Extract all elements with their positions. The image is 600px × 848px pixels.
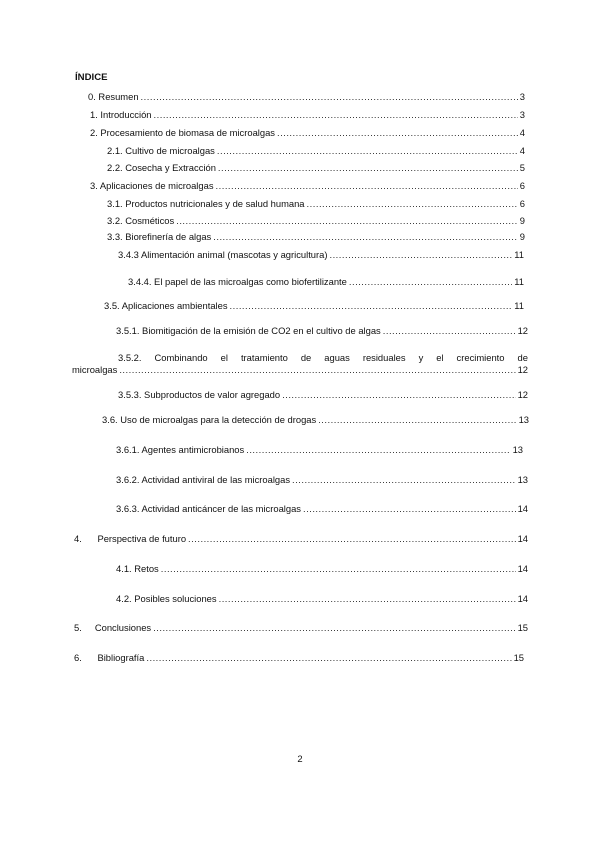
toc-entry-page: 12 (517, 389, 528, 400)
toc-entry[interactable] (74, 532, 528, 545)
toc-entry-label: 4.1. Retos (116, 563, 159, 574)
toc-entry-label: 2.2. Cosecha y Extracción (107, 162, 216, 173)
toc-entry-label: 2. Procesamiento de biomasa de microalgas (90, 127, 275, 138)
toc-entry[interactable] (116, 502, 528, 515)
toc-entry-label: 3.6. Uso de microalgas para la detección de drogas (102, 414, 317, 425)
toc-entry-page: 3 (519, 91, 525, 102)
leader-dots (282, 388, 515, 401)
toc-entry[interactable] (118, 388, 528, 401)
leader-dots (153, 621, 515, 634)
toc-entry[interactable] (116, 324, 528, 337)
toc-entry-label: 3.6.3. Actividad anticáncer de las microalgas (116, 503, 301, 514)
toc-entry-label: 1. Introducción (90, 109, 152, 120)
leader-dots (383, 324, 516, 337)
wrap-word: crecimiento (456, 352, 505, 363)
wrap-word: tratamiento (240, 352, 288, 363)
wrap-word: el (220, 352, 228, 363)
toc-entry-label: 3.6.1. Agentes antimicrobianos (116, 444, 245, 455)
leader-dots (218, 161, 518, 174)
toc-entry[interactable] (72, 363, 528, 376)
toc-entry-page: 11 (514, 249, 524, 260)
toc-entry-page: 11 (514, 300, 524, 311)
toc-entry-label: 3.1. Productos nutricionales y de salud humana (107, 198, 305, 209)
toc-entry[interactable] (88, 90, 525, 103)
toc-entry[interactable] (116, 443, 523, 456)
toc-entry[interactable] (90, 179, 525, 192)
toc-entry-page: 13 (518, 414, 529, 425)
toc-entry[interactable] (104, 299, 524, 312)
toc-entry-label: 3.5. Aplicaciones ambientales (104, 300, 228, 311)
leader-dots (213, 230, 518, 243)
toc-entry[interactable] (116, 473, 528, 486)
toc-entry-label: 3. Aplicaciones de microalgas (90, 180, 214, 191)
toc-entry[interactable] (118, 248, 524, 261)
toc-entry[interactable] (74, 621, 528, 634)
toc-entry-label: 6. Bibliografía (74, 652, 145, 663)
toc-entry-page: 9 (519, 215, 525, 226)
toc-entry-page: 12 (517, 364, 528, 375)
toc-entry[interactable] (102, 413, 529, 426)
toc-entry-page: 13 (512, 444, 523, 455)
toc-entry-label: 3.6.2. Actividad antiviral de las microalgas (116, 474, 291, 485)
leader-dots (219, 592, 516, 605)
toc-entry-page: 6 (519, 198, 525, 209)
leader-dots (292, 473, 516, 486)
toc-entry[interactable] (107, 214, 525, 227)
toc-entry-label: 0. Resumen (88, 91, 139, 102)
wrap-word: de (300, 352, 312, 363)
leader-dots (217, 144, 518, 157)
toc-entry[interactable] (116, 592, 528, 605)
leader-dots (230, 299, 513, 312)
toc-entry-label: microalgas (72, 364, 118, 375)
wrap-word: el (436, 352, 444, 363)
leader-dots (246, 443, 510, 456)
toc-entry-page: 15 (517, 622, 528, 633)
toc-entry-label: 3.4.3 Alimentación animal (mascotas y agricultura) (118, 249, 328, 260)
leader-dots (161, 562, 516, 575)
toc-entry-page: 9 (519, 231, 525, 242)
leader-dots (216, 179, 518, 192)
toc-entry[interactable] (107, 197, 525, 210)
toc-entry[interactable] (74, 651, 524, 664)
toc-entry-label: 4. Perspectiva de futuro (74, 533, 187, 544)
toc-entry-page: 14 (517, 593, 528, 604)
toc-entry[interactable] (107, 230, 525, 243)
toc-entry-label: 4.2. Posibles soluciones (116, 593, 217, 604)
toc-entry-page: 6 (519, 180, 525, 191)
toc-title: ÍNDICE (75, 72, 108, 83)
toc-entry-page: 15 (513, 652, 524, 663)
page-number: 2 (297, 753, 303, 764)
leader-dots (307, 197, 518, 210)
toc-entry-page: 5 (519, 162, 525, 173)
wrap-word: aguas (324, 352, 350, 363)
toc-entry-page: 14 (517, 503, 528, 514)
wrap-word: 3.5.2. (118, 352, 142, 363)
toc-entry-label: 3.3. Biorefinería de algas (107, 231, 212, 242)
toc-entry-label: 3.5.3. Subproductos de valor agregado (118, 389, 281, 400)
leader-dots (329, 248, 512, 261)
leader-dots (119, 363, 515, 376)
toc-entry-label: 3.4.4. El papel de las microalgas como biofertilizante (128, 276, 347, 287)
toc-entry-label: 3.5.1. Biomitigación de la emisión de CO2 en el cultivo de algas (116, 325, 381, 336)
leader-dots (349, 275, 512, 288)
leader-dots (146, 651, 511, 664)
toc-entry-page: 13 (517, 474, 528, 485)
toc-entry[interactable] (90, 126, 525, 139)
leader-dots (277, 126, 518, 139)
toc-entry-page: 4 (519, 127, 525, 138)
toc-entry-page: 14 (517, 533, 528, 544)
leader-dots (303, 502, 516, 515)
leader-dots (176, 214, 518, 227)
toc-entry[interactable] (107, 144, 525, 157)
wrap-word: de (517, 352, 528, 363)
toc-entry-page: 14 (517, 563, 528, 574)
leader-dots (318, 413, 516, 426)
toc-entry[interactable] (90, 108, 525, 121)
wrap-word: residuales (362, 352, 406, 363)
leader-dots (188, 532, 516, 545)
toc-entry-label: 2.1. Cultivo de microalgas (107, 145, 215, 156)
toc-entry-page: 12 (517, 325, 528, 336)
leader-dots (154, 108, 518, 121)
toc-entry-label: 5. Conclusiones (74, 622, 152, 633)
toc-entry[interactable] (128, 275, 524, 288)
wrap-word: Combinando (154, 352, 208, 363)
toc-entry[interactable] (116, 562, 528, 575)
toc-entry[interactable] (107, 161, 525, 174)
toc-entry-page: 4 (519, 145, 525, 156)
wrap-word: y (418, 352, 424, 363)
toc-entry-page: 11 (514, 276, 524, 287)
leader-dots (141, 90, 518, 103)
toc-entry-label: 3.2. Cosméticos (107, 215, 175, 226)
toc-entry-page: 3 (519, 109, 525, 120)
